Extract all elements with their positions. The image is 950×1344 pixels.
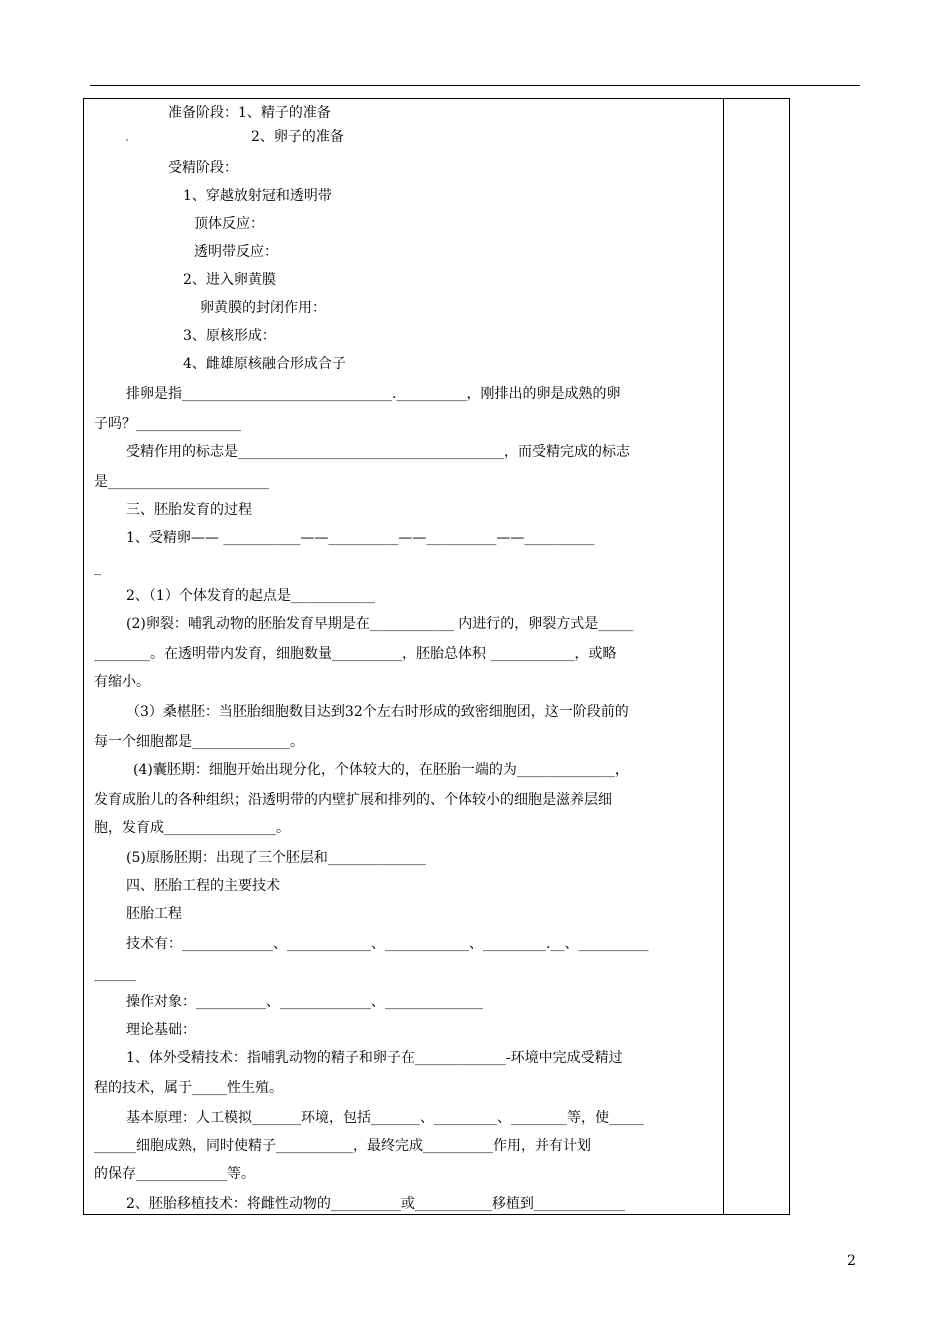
text-line-morula: （3）桑椹胚：当胚胎细胞数目达到32个左右时形成的致密细胞团，这一阶段前的 (126, 704, 629, 720)
text-line-acrosome: 顶体反应： (194, 216, 264, 232)
text-line-fert-sign-cont: 是_______________________ (94, 474, 269, 490)
text-line-blastocyst-cont: 发育成胎儿的各种组织；沿透明带的内壁扩展和排列的、个体较小的细胞是滋养层细 (94, 792, 612, 808)
text-line-stages-cont: _ (94, 560, 101, 576)
text-line-blastocyst-end: 胞，发育成________________。 (94, 820, 290, 836)
worksheet-table (83, 98, 790, 1215)
text-line-vitelline: 2、进入卵黄膜 (183, 272, 276, 288)
text-line-operation-objects: 操作对象：__________、_____________、______________ (126, 994, 483, 1010)
text-line-prep-stage: 准备阶段：1、精子的准备 (168, 105, 331, 121)
text-line-blastocyst: (4)囊胚期：细胞开始出现分化，个体较大的，在胚胎一端的为______________， (133, 762, 629, 778)
text-line-ovulation: 排卵是指______________________________.__________，刚排出的卵是成熟的卵 (126, 386, 621, 402)
text-line-embryo-transfer: 2、胚胎移植技术：将雌性动物的__________或___________移植到_____________ (126, 1196, 625, 1212)
text-line-principle-end: 的保存_____________等。 (94, 1166, 255, 1182)
text-line-ovulation-cont: 子吗？_______________ (94, 416, 241, 432)
text-line-theory-basis: 理论基础： (126, 1022, 196, 1038)
page-number: 2 (847, 1253, 856, 1269)
text-line-techniques: 技术有：_____________、____________、____________、_________.__、__________ (126, 936, 649, 952)
text-line-fert-sign: 受精作用的标志是______________________________________，而受精完成的标志 (126, 444, 630, 460)
header-rule (90, 85, 860, 86)
text-line-cleavage-cont: ________。在透明带内发育，细胞数量__________，胚胎总体积 ____________，或略 (94, 646, 617, 662)
text-line-starting-point: 2、（1）个体发育的起点是____________ (126, 588, 375, 604)
speck-mark (126, 139, 128, 141)
text-line-techniques-cont: ______ (94, 966, 136, 982)
text-line-zona-reaction: 透明带反应： (194, 244, 278, 260)
text-line-ivf: 1、体外受精技术：指哺乳动物的精子和卵子在_____________-环境中完成受精过 (126, 1050, 623, 1066)
text-line-egg-prep: 2、卵子的准备 (251, 129, 344, 145)
text-line-cleavage-end: 有缩小。 (94, 674, 150, 690)
text-line-corona: 1、穿越放射冠和透明带 (183, 188, 332, 204)
text-line-zygote: 4、雌雄原核融合形成合子 (183, 356, 346, 372)
text-line-morula-cont: 每一个细胞都是______________。 (94, 734, 304, 750)
section-heading-embryo-engineering: 四、胚胎工程的主要技术 (126, 878, 280, 894)
text-line-embryo-engineering: 胚胎工程 (126, 906, 182, 922)
text-line-vitelline-block: 卵黄膜的封闭作用： (200, 300, 326, 316)
text-line-ivf-cont: 程的技术，属于_____性生殖。 (94, 1080, 283, 1096)
section-heading-embryo-development: 三、胚胎发育的过程 (126, 502, 252, 518)
text-line-gastrula: (5)原肠胚期：出现了三个胚层和______________ (126, 850, 426, 866)
text-line-pronucleus: 3、原核形成： (183, 328, 276, 344)
column-divider (723, 99, 724, 1214)
text-line-principle-cont: ______细胞成熟，同时使精子___________，最终完成__________作用，并有计划 (94, 1138, 591, 1154)
text-line-principle: 基本原理：人工模拟_______环境，包括_______、_________、________等，使_____ (126, 1110, 644, 1126)
text-line-cleavage: (2)卵裂：哺乳动物的胚胎发育早期是在____________ 内进行的，卵裂方式是_____ (126, 616, 634, 632)
text-line-stages: 1、受精卵—— ___________——__________——__________——__________ (126, 530, 595, 546)
text-line-fert-stage: 受精阶段： (168, 160, 238, 176)
